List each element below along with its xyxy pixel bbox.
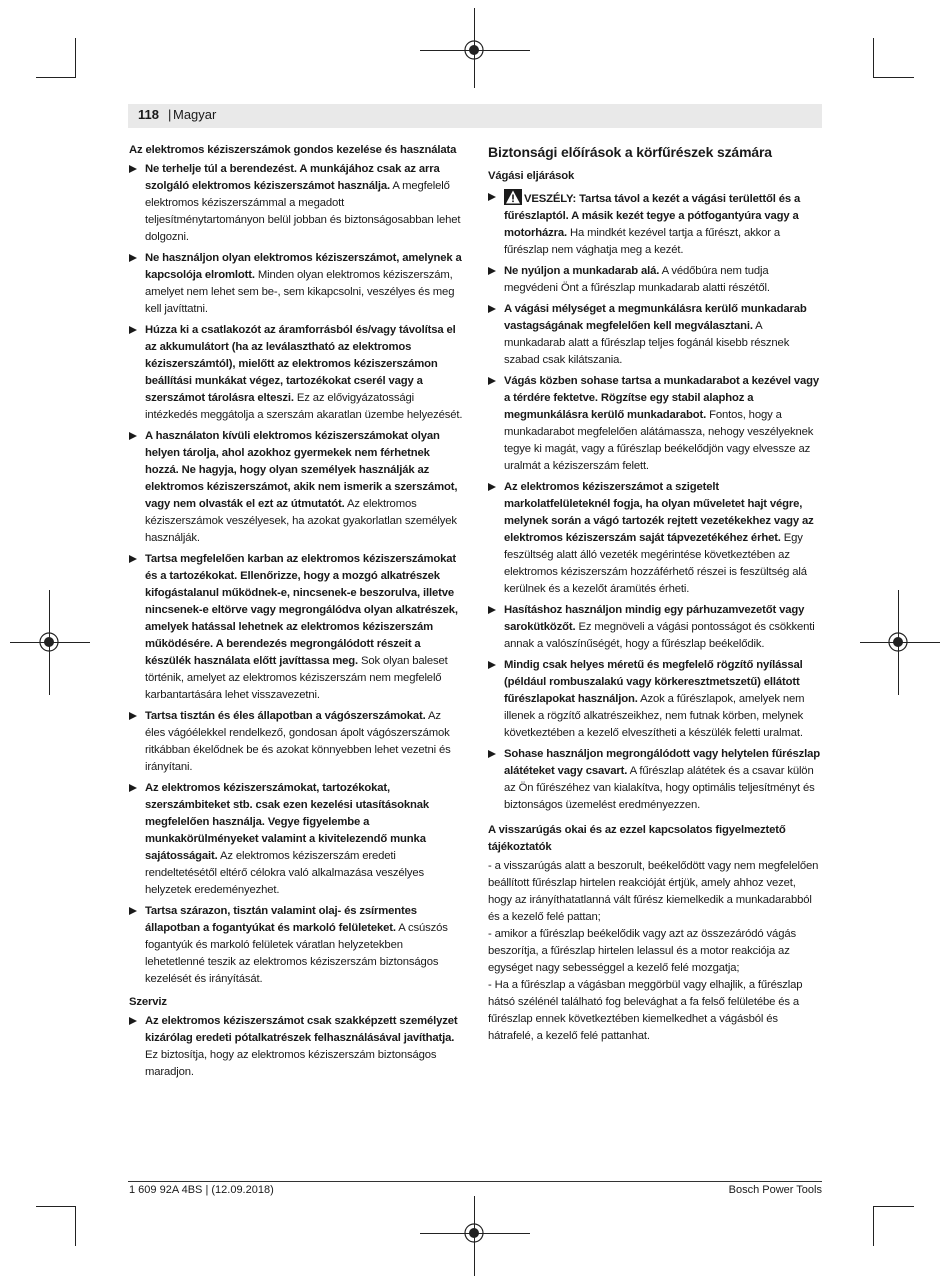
list-item xyxy=(488,373,822,475)
left-column xyxy=(129,142,464,1087)
item-bold-text: Húzza ki a csatlakozót az áramforrásból és/vagy távolítsa el az akkumulátort (ha az leválasztható az elektromos kéziszerszámtól), mielőtt az elektromos kéziszerszámon beállítási munkákat végez, tartozékokat cserél vagy a szerszámot tárolásra elteszi. xyxy=(145,324,456,404)
list-item xyxy=(488,602,822,653)
item-text: Egy feszültség alatt álló vezeték megérintése következtében az elektromos kéziszerszám hozzáférhető részei is feszültség alá kerülnek és a kezelőt áramütés érheti. xyxy=(504,532,807,595)
crop-mark xyxy=(873,1206,874,1246)
item-text: Sok olyan baleset történik, amelyet az elektromos kéziszerszám nem megfelelő karbantartására lehet visszavezetni. xyxy=(145,655,448,701)
item-text: A csúszós fogantyúk és markoló felületek váratlan helyzetekben lehetetlenné teszik az elektromos kéziszerszám biztonságos kezelését és irányítását. xyxy=(145,922,448,985)
item-bold-text: A vágási mélységet a megmunkálásra kerülő munkadarab vastagságának megfelelően kell megválasztani. xyxy=(504,303,807,332)
bullet-triangle-icon xyxy=(129,254,137,262)
bullet-triangle-icon xyxy=(488,377,496,385)
item-text: A megfelelő elektromos kéziszerszámmal a megadott teljesítménytartományon belül jobban és biztonságosabban lehet dolgozni. xyxy=(145,180,461,243)
item-bold-text: Tartsa szárazon, tisztán valamint olaj- és zsírmentes állapotban a fogantyúkat és markoló felületeket. xyxy=(145,905,417,934)
item-bold-text: A használaton kívüli elektromos kéziszerszámokat olyan helyen tárolja, ahol azokhoz gyermekek nem férhetnek hozzá. Ne hagyja, hogy olyan személyek használják az elektromos kéziszerszámot, akik nem ismerik a szerszámot, vagy nem olvasták el ezt az útmutatót. xyxy=(145,430,458,510)
item-bold-text: Tartsa megfelelően karban az elektromos kéziszerszámokat és a tartozékokat. Ellenőrizze, hogy a mozgó alkatrészek kifogástalanul működnek-e, nincsenek-e beszorulva, illetve nincsenek-e eltörve vagy megrongálódva olyan alkatrészek, amelyek hatással lehetnek az elektromos kéziszerszám működésére. A berendezés megrongálódott részeit a készülék használata előtt javíttassa meg. xyxy=(145,553,458,667)
bullet-triangle-icon xyxy=(488,750,496,758)
list-item xyxy=(488,657,822,742)
footer-brand: Bosch Power Tools xyxy=(728,1184,822,1196)
crop-mark xyxy=(75,1206,76,1246)
list-item xyxy=(488,189,822,259)
bullet-triangle-icon xyxy=(129,1017,137,1025)
footer-divider xyxy=(128,1181,822,1182)
item-bold-text: Ne terhelje túl a berendezést. A munkájához csak az arra szolgáló elektromos kéziszerszámot használja. xyxy=(145,163,440,192)
list-item xyxy=(129,780,464,899)
bullet-triangle-icon xyxy=(488,305,496,313)
item-text: A munkadarab alatt a fűrészlap teljes fogánál kisebb résznek szabad csak kilátszania. xyxy=(504,320,790,366)
bullet-triangle-icon xyxy=(129,555,137,563)
item-bold-text: Ne nyúljon a munkadarab alá. xyxy=(504,265,660,277)
crop-mark xyxy=(36,1206,76,1207)
item-bold-text: Hasításhoz használjon mindig egy párhuzamvezetőt vagy sarokütközőt. xyxy=(504,604,805,633)
subsection-title-cutting: Vágási eljárások xyxy=(488,170,575,182)
item-text: Az éles vágóélekkel rendelkező, gondosan ápolt vágószerszámok ritkábban ékelődnek be és azokat könnyebben lehet vezetni és irányítani. xyxy=(145,710,451,773)
cutting-list xyxy=(488,189,822,814)
bullet-triangle-icon xyxy=(129,165,137,173)
list-item xyxy=(129,250,464,318)
page-header xyxy=(128,104,822,128)
list-item xyxy=(129,708,464,776)
item-text: A védőbúra nem tudja megvédeni Önt a fűrészlap munkadarab alatti részétől. xyxy=(504,265,770,294)
bullet-triangle-icon xyxy=(129,712,137,720)
registration-target-icon xyxy=(463,1222,485,1244)
crop-mark xyxy=(873,38,874,78)
footer-doc-code: 1 609 92A 4BS | (12.09.2018) xyxy=(129,1184,274,1196)
item-text: A fűrészlap alátétek és a csavar külön az Ön fűrészéhez van kialakítva, hogy optimális teljesítményt és biztonságos üzemelést eredményezzen. xyxy=(504,765,815,811)
item-text: Minden olyan elektromos kéziszerszám, amelyet nem lehet sem be-, sem kikapcsolni, veszélyes és meg kell javíttatni. xyxy=(145,269,455,315)
section-title-handling: Az elektromos kéziszerszámok gondos kezelése és használata xyxy=(129,144,457,156)
bullet-triangle-icon xyxy=(488,661,496,669)
item-bold-text: Mindig csak helyes méretű és megfelelő rögzítő nyílással (például rombuszalakú vagy körkeresztmetszetű) ellátott fűrészlapokat használjon. xyxy=(504,659,803,705)
list-item xyxy=(129,903,464,988)
item-bold-text: VESZÉLY: Tartsa távol a kezét a vágási területtől és a fűrészlaptól. A másik kezét tegye a pótfogantyúra vagy a motorházra. xyxy=(504,193,801,239)
service-list xyxy=(129,1013,464,1081)
crop-mark xyxy=(75,38,76,78)
bullet-triangle-icon xyxy=(129,907,137,915)
item-bold-text: Sohase használjon megrongálódott vagy helytelen fűrészlap alátéteket vagy csavart. xyxy=(504,748,820,777)
list-item xyxy=(488,263,822,297)
bullet-triangle-icon xyxy=(129,326,137,334)
item-bold-text: Tartsa tisztán és éles állapotban a vágószerszámokat. xyxy=(145,710,426,722)
item-bold-text: Az elektromos kéziszerszámokat, tartozékokat, szerszámbiteket stb. csak ezen kezelési utasításoknak megfelelően használja. Vegye figyelembe a munkakörülményeket valamint a kivitelezendő munka sajátosságait. xyxy=(145,782,430,862)
section-title-circular-saw: Biztonsági előírások a körfűrészek számára xyxy=(488,144,772,160)
item-text: Ez az elővigyázatossági intézkedés meggátolja a szerszám akaratlan üzembe helyezését. xyxy=(145,392,463,421)
list-item xyxy=(488,746,822,814)
kickback-text xyxy=(488,858,822,1045)
item-text: Azok a fűrészlapok, amelyek nem illenek a rögzítő alkatrészeikhez, nem futnak körben, melynek következtében a kezelő elveszítheti a készülék feletti uralmat. xyxy=(504,693,805,739)
list-item xyxy=(129,1013,464,1081)
bullet-triangle-icon xyxy=(488,193,496,201)
item-text: Ez biztosítja, hogy az elektromos kéziszerszám biztonságos maradjon. xyxy=(145,1049,437,1078)
bullet-triangle-icon xyxy=(488,483,496,491)
bullet-triangle-icon xyxy=(488,606,496,614)
list-item xyxy=(129,161,464,246)
crop-mark xyxy=(874,1206,914,1207)
list-item xyxy=(488,479,822,598)
item-text: Az elektromos kéziszerszámok veszélyesek, ha azokat gyakorlatlan személyek használják. xyxy=(145,498,457,544)
list-item xyxy=(129,428,464,547)
list-item xyxy=(488,301,822,369)
list-item xyxy=(129,322,464,424)
item-bold-text: Vágás közben sohase tartsa a munkadarabot a kezével vagy a térdére fektetve. Rögzítse egy stabil alaphoz a megmunkálásra kerülő munkadarabot. xyxy=(504,375,819,421)
item-bold-text: Az elektromos kéziszerszámot a szigetelt markolatfelületeknél fogja, ha olyan műveletet hajt végre, melynek során a vágó tartozék rejtett vezetékekhez vagy az elektromos kéziszerszám saját tápvezetékéhez érhet. xyxy=(504,481,814,544)
list-item xyxy=(129,551,464,704)
item-bold-text: Ne használjon olyan elektromos kéziszerszámot, amelynek a kapcsolója elromlott. xyxy=(145,252,462,281)
item-text: Ha mindkét kezével tartja a fűrészt, akkor a fűrészlap nem vághatja meg a kezét. xyxy=(504,227,781,256)
crop-mark xyxy=(874,77,914,78)
registration-target-icon xyxy=(38,631,60,653)
kickback-paragraph: - Ha a fűrészlap a vágásban meggörbül vagy elhajlik, a fűrészlap hátsó szélénél található fog belevághat a fa felső felületébe és a fűrészlap ennek következtében kiemelkedhet a vágásból és hátrafelé, a kezelő felé pattanhat. xyxy=(488,979,803,1042)
right-column xyxy=(488,142,822,1045)
bullet-triangle-icon xyxy=(129,432,137,440)
registration-target-icon xyxy=(463,39,485,61)
warning-triangle-icon xyxy=(504,189,522,205)
kickback-paragraph: - a visszarúgás alatt a beszorult, beékelődött vagy nem megfelelően beállított fűrészlap hirtelen reakcióját értjük, amely ahhoz vezet, hogy az irányíthatatlanná vált fűrész kiemelkedik a munkadarabból és a kezelő felé pattan; xyxy=(488,860,819,923)
header-language: Magyar xyxy=(173,107,217,122)
item-text: Ez megnöveli a vágási pontosságot és csökkenti annak a valószínűségét, hogy a fűrészlap beékelődik. xyxy=(504,621,815,650)
section-title-service: Szerviz xyxy=(129,996,167,1008)
kickback-paragraph: - amikor a fűrészlap beékelődik vagy azt az összezáródó vágás beszorítja, a fűrészlap hirtelen lelassul és a motor reakciója az egységet nagy sebességgel a kezelő felé mozgatja; xyxy=(488,928,796,974)
bullet-triangle-icon xyxy=(488,267,496,275)
header-separator: | xyxy=(168,107,172,122)
page-number: 118 xyxy=(138,107,159,122)
crop-mark xyxy=(36,77,76,78)
item-text: Fontos, hogy a munkadarabot megfelelően alátámassza, nehogy veszélyeknek tegye ki magát, vagy a fűrészlap beékelődjön vagy elvessze az uralmát a kéziszerszám felett. xyxy=(504,409,814,472)
item-text: Az elektromos kéziszerszám eredeti rendeltetésétől eltérő célokra való alkalmazása veszélyes helyzetek eredeményezhet. xyxy=(145,850,425,896)
registration-target-icon xyxy=(887,631,909,653)
section-title-kickback: A visszarúgás okai és az ezzel kapcsolatos figyelmeztető tájékoztatók xyxy=(488,824,786,853)
handling-list xyxy=(129,161,464,988)
bullet-triangle-icon xyxy=(129,784,137,792)
item-bold-text: Az elektromos kéziszerszámot csak szakképzett személyzet kizárólag eredeti pótalkatrészek felhasználásával javíthatja. xyxy=(145,1015,458,1044)
